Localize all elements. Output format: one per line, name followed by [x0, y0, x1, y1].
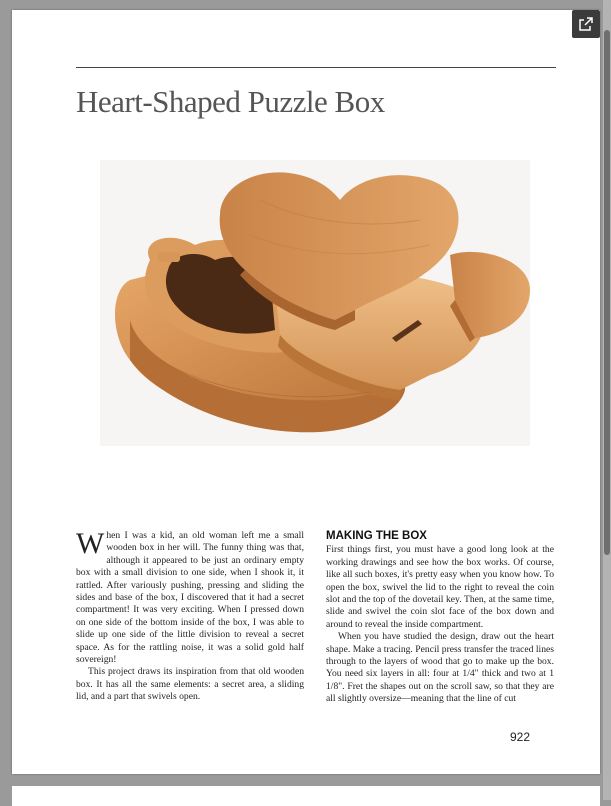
document-page — [12, 10, 600, 774]
intro-column — [76, 527, 304, 704]
section-heading: MAKING THE BOX — [326, 530, 427, 542]
puzzle-box-photo — [100, 160, 530, 446]
scrollbar-thumb[interactable] — [604, 30, 610, 555]
puzzle-box-illustration — [100, 160, 530, 446]
making-column — [326, 530, 554, 706]
page-title: Heart-Shaped Puzzle Box — [76, 84, 385, 119]
making-paragraph-1: First things first, you must have a good long look at the working drawings and see how the box works. Of course, like all such boxes, it's pretty easy when you know how. To open the box, swivel the lid to the right to reveal the coin slot and the top of the dovetail key. Then, at the same time, slide and swivel the coin slot face of the box down and around to reveal the inside compartment. — [326, 544, 554, 630]
drop-cap: W — [76, 527, 105, 560]
making-paragraph-2: When you have studied the design, draw out the heart shape. Make a tracing. Pencil press transfer the traced lines through to the layers of wood that go to make up the box. You need six layers in all: four at 1/4" thick and two at 1 1/8". Fret the shapes out on the scroll saw, so that they are all slightly oversize—meaning that the line of cut — [326, 631, 554, 705]
next-page-edge — [12, 786, 600, 806]
popout-icon — [579, 17, 593, 31]
intro-paragraph-1-text: hen I was a kid, an old woman left me a small wooden box in her will. The funny thing was that, although it appeared to be just an ordinary empty box with a small division to one side, when I shook it, it rattled. After variously pushing, pressing and sliding the sides and base of the box, I discovered that it had a secret compartment! It was very exciting. When I pressed down on one side of the bottom inside of the box, I was able to slide up one side of the little division to reveal a secret space. As for the rattling noise, it was a solid gold half sovereign! — [76, 530, 304, 666]
scrollbar-track[interactable] — [603, 0, 611, 800]
title-rule — [76, 67, 556, 68]
page-number: 922 — [510, 730, 531, 744]
intro-paragraph-1 — [76, 527, 304, 666]
intro-paragraph-2: This project draws its inspiration from that old wooden box. It has all the same elements: a secret area, a sliding lid, and a part that swivels open. — [76, 666, 304, 703]
popout-button[interactable] — [572, 10, 600, 38]
